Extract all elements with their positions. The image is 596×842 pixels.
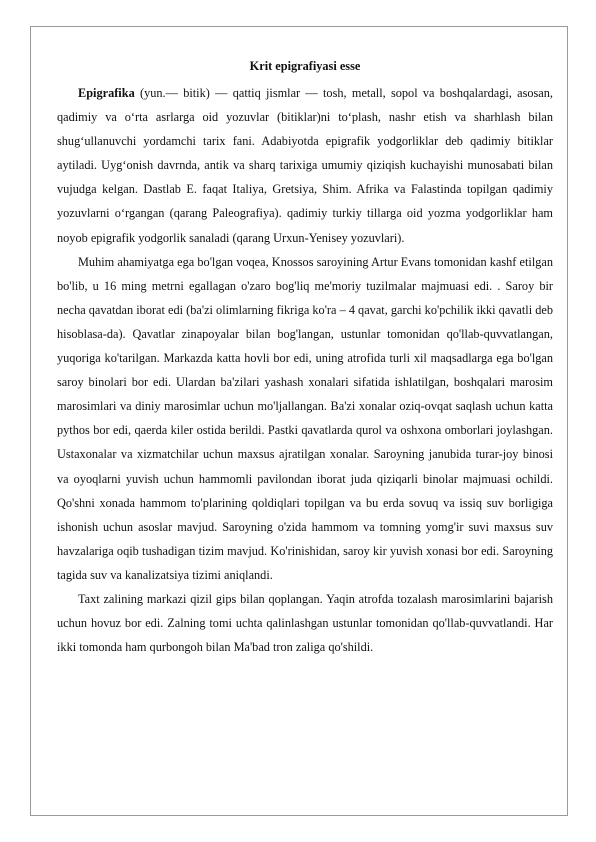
- intro-text: (yun.— bitik) — qattiq jismlar — tosh, metall, sopol va boshqalardagi, asosan, qadimiy va o‘rta asrlarga oid yozuvlar (bitiklar)ni to‘plash, nashr etish va sharhlash bilan shug‘ullanuvchi yordamchi tarix fani. Adabiyotda epigrafik yodgorliklar deb qadimiy bitiklar aytiladi. Uyg‘onish davrnda, antik va sharq tarixiga umumiy qiziqish kuchayishi munosabati bilan vujudga kelgan. Dastlab E. faqat Italiya, Gretsiya, Shim. Afrika va Falastinda topilgan qadimiy yozuvlarni o‘rgangan (qarang Paleografiya). qadimiy turkiy tillarga oid yozma yodgorliklar ham noyob epigrafik yodgorlik sanaladi (qarang Urxun-Yenisey yozuvlari).: [57, 86, 553, 245]
- document-body: [57, 59, 553, 659]
- intro-paragraph: [57, 81, 553, 250]
- paragraph-knossos: Muhim ahamiyatga ega bo'lgan voqea, Knossos saroyining Artur Evans tomonidan kashf etilgan bo'lib, u 16 ming metrni egallagan o'zaro bog'liq me'moriy tuzilmalar majmuasi edi. . Saroy bir necha qavatdan iborat edi (ba'zi olimlarning fikriga ko'ra – 4 qavat, garchi ko'pchilik ikki qavatli deb hisoblasa-da). Qavatlar zinapoyalar bilan bog'langan, ustunlar tomonidan qo'llab-quvvatlangan, yuqoriga ko'tarilgan. Markazda katta hovli bor edi, uning atrofida turli xil maqsadlarga ega bo'lgan saroy binolari bor edi. Ulardan ba'zilari yashash xonalari sifatida ishlatilgan, boshqalari marosim marosimlari va diniy marosimlar uchun mo'ljallangan. Ba'zi xonalar oziq-ovqat saqlash uchun katta pythos bor edi, qaerda kiler ostida berildi. Pastki qavatlarda qurol va oshxona omborlari joylashgan. Ustaxonalar va xizmatchilar uchun maxsus ajratilgan xonalar. Saroyning janubida turar-joy binosi va oyoqlarni yuvish uchun hammomli pavilondan iborat juda qiziqarli binolar majmuasi ochildi. Qo'shni xonada hammom to'plarining qoldiqlari topilgan va bu erda sovuq va issiq suv borligiga ishonish uchun asoslar mavjud. Saroyning o'zida hammom va tomning yomg'ir suvi maxsus suv havzalariga oqib tushadigan tizim mavjud. Ko'rinishidan, saroy kir yuvish xonasi bor edi. Saroyning tagida suv va kanalizatsiya tizimi aniqlandi.: [57, 254, 553, 582]
- paragraph-throne-hall: Taxt zalining markazi qizil gips bilan qoplangan. Yaqin atrofda tozalash marosimlarini bajarish uchun hovuz bor edi. Zalning tomi uchta qalinlashgan ustunlar tomonidan qo'llab-quvvatlandi. Har ikki tomonda ham qurbongoh bilan Ma'bad tron zaliga qo'shildi.: [57, 591, 553, 655]
- document-title: Krit epigrafiyasi esse: [249, 59, 361, 73]
- intro-term: Epigrafika: [78, 86, 135, 100]
